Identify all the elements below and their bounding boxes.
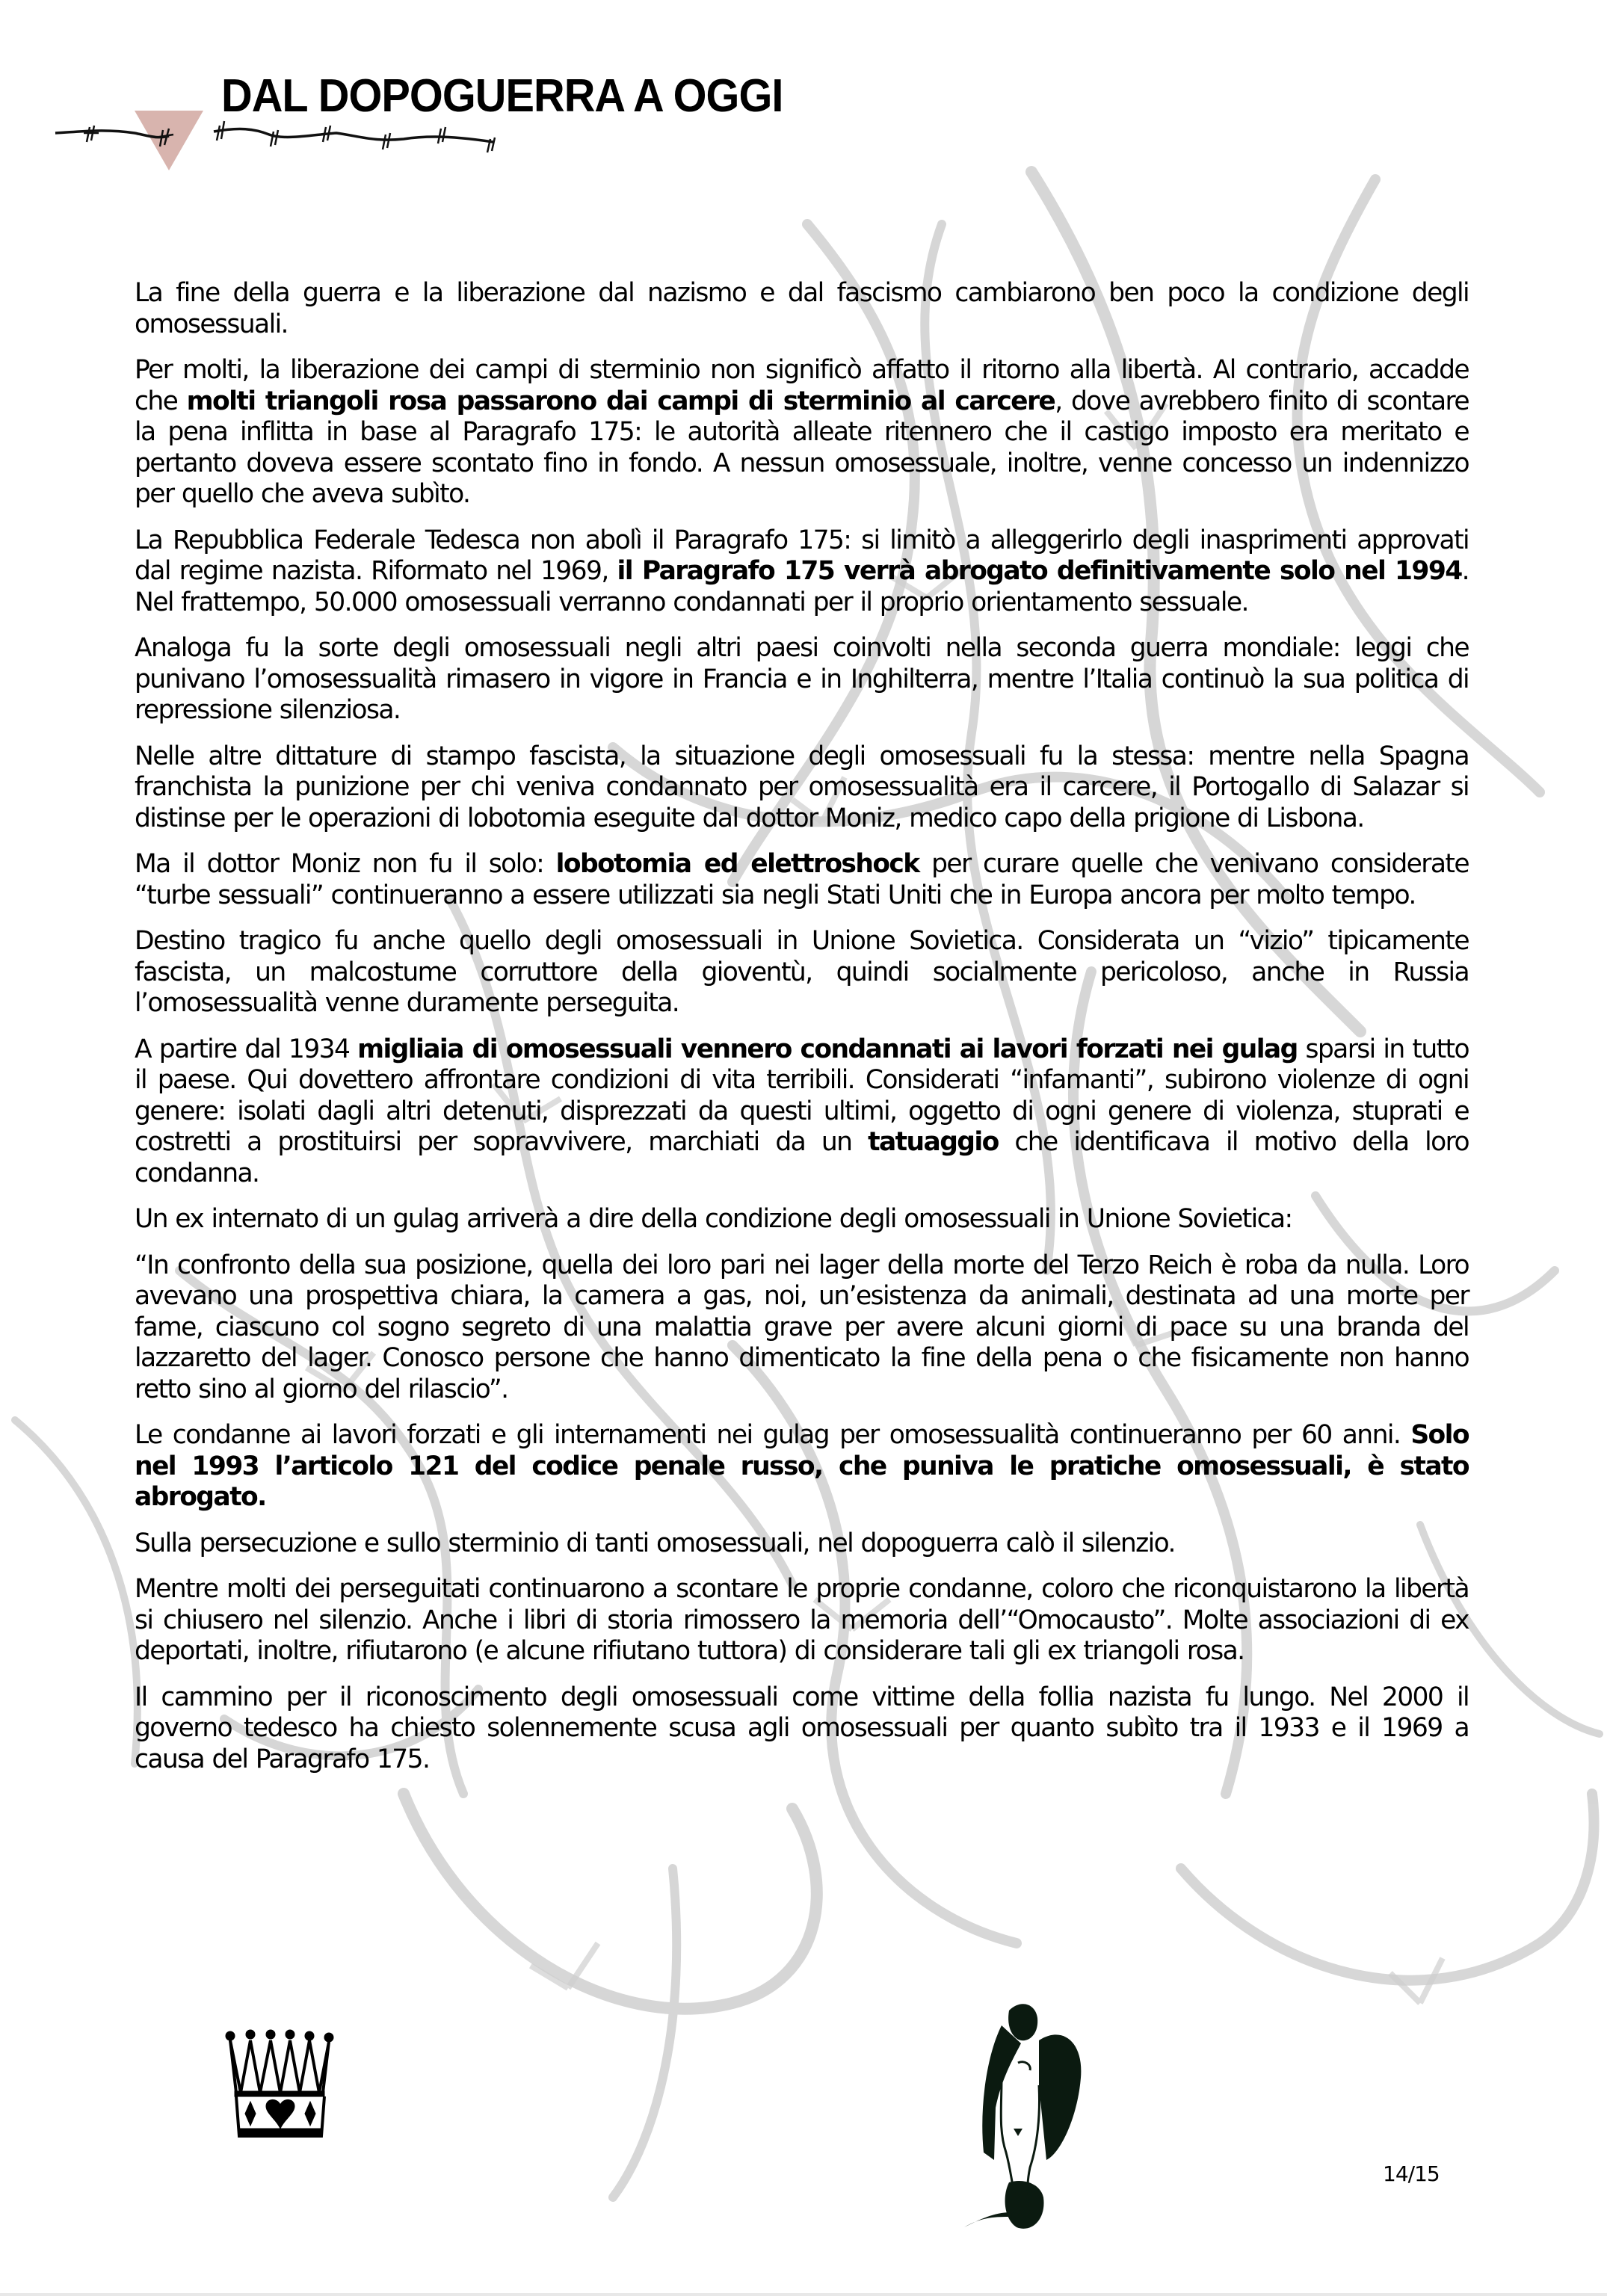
page-number: 14/15 — [1383, 2161, 1440, 2186]
text-run: Destino tragico fu anche quello degli omosessuali in Unione Sovietica. Considerata un “vizio” tipicamente fascista, un malcostume corruttore della gioventù, quindi socialmente pericoloso, anche in Russia l’omosessualità venne duramente perseguita. — [135, 926, 1469, 1018]
bold-text: il Paragrafo 175 verrà abrogato definitivamente solo nel 1994 — [617, 556, 1462, 586]
paragraph — [135, 741, 1469, 835]
page-header — [0, 0, 1607, 194]
text-run: Analoga fu la sorte degli omosessuali negli altri paesi coinvolti nella seconda guerra mondiale: leggi che punivano l’omosessualità rimasero in vigore in Francia e in Inghilterra, mentre l’Italia continuò la sua politica di repressione silenziosa. — [135, 633, 1469, 725]
text-run: Un ex internato di un gulag arriverà a dire della condizione degli omosessuali in Unione Sovietica: — [135, 1204, 1292, 1234]
text-run: . Nel frattempo, 50.000 omosessuali verranno condannati per il proprio orientamento sessuale. — [135, 556, 1469, 617]
text-run: “In confronto della sua posizione, quella dei loro pari nei lager della morte del Terzo Reich è roba da nulla. Loro avevano una prospettiva chiara, la camera a gas, noi, un’esistenza da animali, destinata ad una morte per fame, ciascuno col sogno segreto di una malattia grave per avere alcuni giorni di pace su una branda del lazzaretto del lager. Conosco persone che hanno dimenticato la fine della pena o che fisicamente non hanno retto sino al giorno del rilascio”. — [135, 1250, 1469, 1404]
paragraph — [135, 278, 1469, 340]
text-run: Sulla persecuzione e sullo sterminio di tanti omosessuali, nel dopoguerra calò il silenzio. — [135, 1528, 1175, 1558]
paragraph — [135, 1682, 1469, 1776]
text-run: Nelle altre dittature di stampo fascista, la situazione degli omosessuali fu la stessa: mentre nella Spagna franchista la punizione per chi veniva condannato per omosessualità era il carcere, il Portogallo di Salazar si distinse per le operazioni di lobotomia eseguite dal dottor Moniz, medico capo della prigione di Lisbona. — [135, 741, 1469, 833]
bold-text: molti triangoli rosa passarono dai campi di sterminio al carcere — [186, 386, 1055, 416]
text-run: Le condanne ai lavori forzati e gli internamenti nei gulag per omosessualità continueranno per 60 anni. — [135, 1420, 1411, 1450]
paragraph — [135, 355, 1469, 510]
text-run: La fine della guerra e la liberazione dal nazismo e dal fascismo cambiarono ben poco la condizione degli omosessuali. — [135, 278, 1469, 339]
pink-triangle-icon — [135, 111, 203, 170]
bold-text: migliaia di omosessuali vennero condannati ai lavori forzati nei gulag — [357, 1034, 1298, 1064]
paragraph — [135, 633, 1469, 726]
text-run: Il cammino per il riconoscimento degli omosessuali come vittime della follia nazista fu lungo. Nel 2000 il governo tedesco ha chiesto solennemente scusa agli omosessuali per quanto subìto tra il 1933 e il 1969 a causa del Paragrafo 175. — [135, 1682, 1469, 1774]
paragraph — [135, 1420, 1469, 1513]
text-run: A partire dal 1934 — [135, 1034, 358, 1064]
figure-illustration-icon — [949, 1996, 1106, 2242]
page-bottom-edge — [0, 2293, 1607, 2296]
text-run: , dove avrebbero finito di scontare la pena inflitta in base al Paragrafo 175: le autorità alleate ritennero che il castigo imposto era meritato e pertanto doveva essere scontato fino in fondo. A nessun omosessuale, inoltre, venne concesso un indennizzo per quello che aveva subìto. — [135, 386, 1469, 509]
paragraph — [135, 1034, 1469, 1190]
paragraph — [135, 1250, 1469, 1406]
text-run: che identificava il motivo della loro condanna. — [135, 1127, 1469, 1188]
text-run: La Repubblica Federale Tedesca non abolì il Paragrafo 175: si limitò a alleggerirlo degli inasprimenti approvati dal regime nazista. Riformato nel 1969, — [135, 525, 1469, 586]
page-title: DAL DOPOGUERRA A OGGI — [221, 70, 783, 122]
paragraph — [135, 1574, 1469, 1667]
text-run: sparsi in tutto il paese. Qui dovettero affrontare condizioni di vita terribili. Considerati “infamanti”, subirono violenze di ogni genere: isolati dagli altri detenuti, disprezzati da questi ultimi, oggetto di ogni genere di violenza, stuprati e costretti a prostituirsi per sopravvivere, marchiati da un — [135, 1034, 1469, 1157]
text-run: Mentre molti dei perseguitati continuarono a scontare le proprie condanne, coloro che riconquistarono la libertà si chiusero nel silenzio. Anche i libri di storia rimossero la memoria dell’“Omocausto”. Molte associazioni di ex deportati, inoltre, rifiutarono (e alcune rifiutano tuttora) di considerare tali gli ex triangoli rosa. — [135, 1574, 1469, 1666]
bold-text: lobotomia ed elettroshock — [555, 849, 919, 879]
text-run: per curare quelle che venivano considerate “turbe sessuali” continueranno a essere utilizzati sia negli Stati Uniti che in Europa ancora per molto tempo. — [135, 849, 1469, 910]
paragraph — [135, 849, 1469, 911]
paragraph — [135, 525, 1469, 619]
paragraph — [135, 1528, 1469, 1560]
paragraph — [135, 1204, 1469, 1235]
paragraph — [135, 926, 1469, 1019]
bold-text: tatuaggio — [868, 1127, 999, 1157]
bold-text: Solo nel 1993 l’articolo 121 del codice penale russo, che puniva le pratiche omosessuali, è stato abrogato. — [135, 1420, 1469, 1512]
crown-icon — [217, 2025, 344, 2138]
text-run: Ma il dottor Moniz non fu il solo: — [135, 849, 556, 879]
text-run: Per molti, la liberazione dei campi di sterminio non significò affatto il ritorno alla libertà. Al contrario, accadde che — [135, 355, 1469, 416]
article-body — [135, 278, 1469, 1790]
